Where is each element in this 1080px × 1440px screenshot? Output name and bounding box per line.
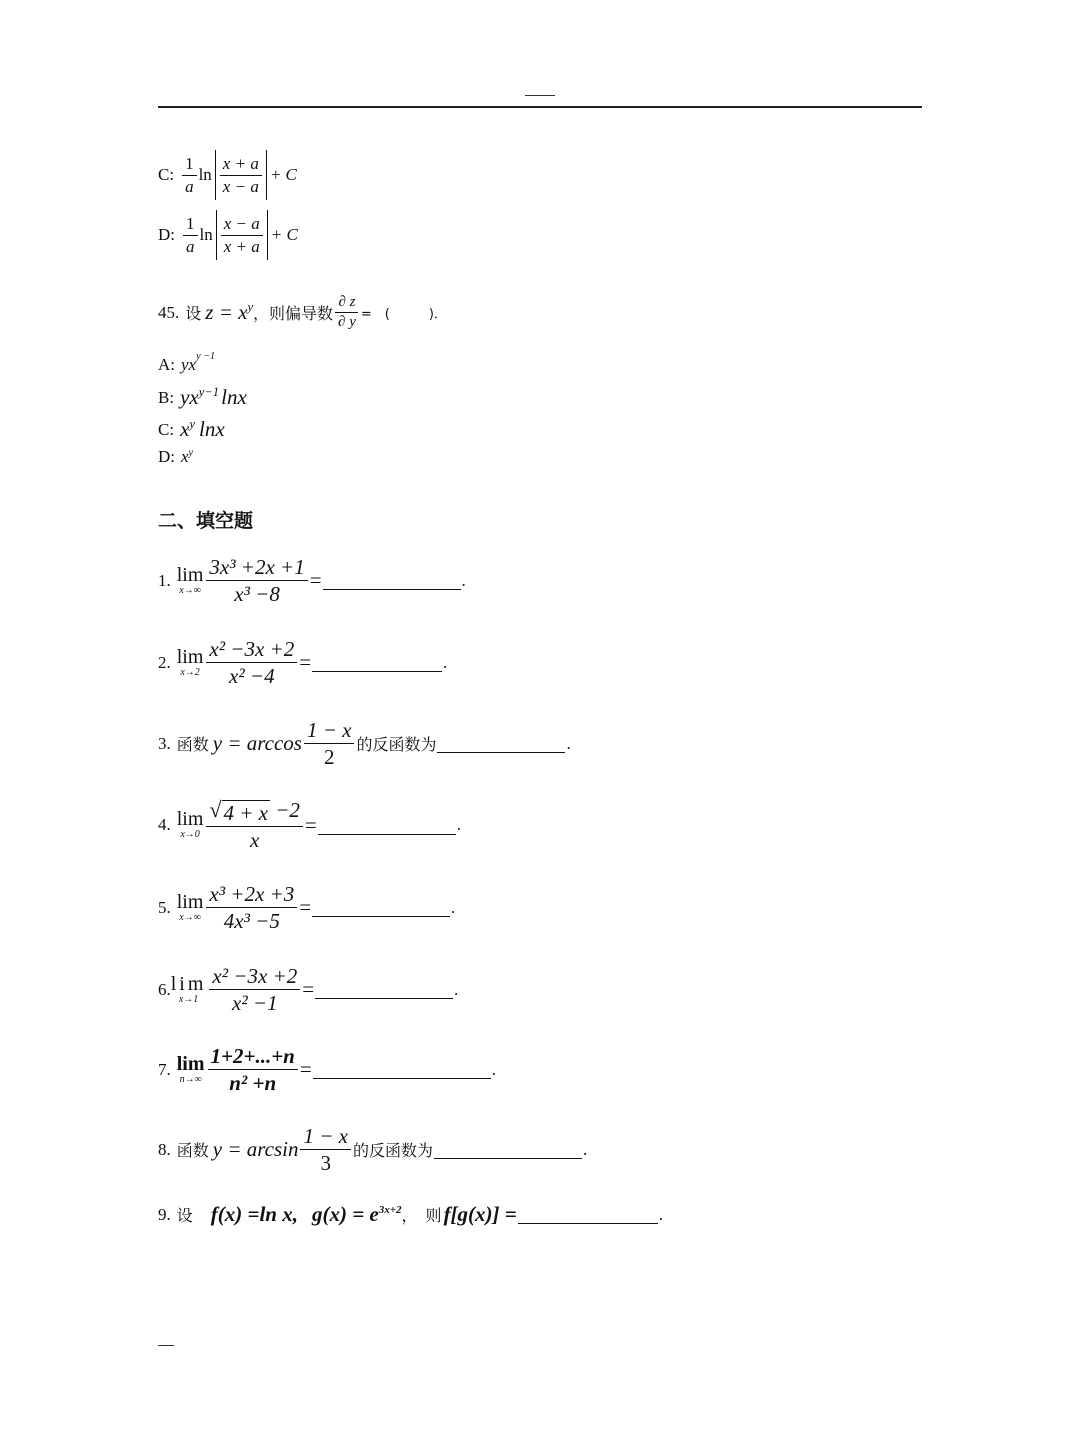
limit: lim x→1 bbox=[170, 972, 207, 1005]
fraction: $\frac{1+2+...+n}{\text{n² +n}}$ bbox=[208, 1044, 298, 1095]
q45-option-b: B: $yx^{y-1}$ lnx bbox=[158, 385, 247, 409]
absolute-value: $\frac{x - a}{x + a}$ bbox=[216, 210, 268, 260]
section-title: 二、填空题 bbox=[158, 510, 254, 532]
q45-option-c: C: $x^y$ lnx bbox=[158, 417, 225, 441]
fraction: $\frac{\text{x² −3x +2}}{\text{x² −1}}$ bbox=[209, 964, 300, 1015]
fraction: $\frac{1}{a}$ bbox=[183, 214, 198, 256]
option-label: C: bbox=[158, 165, 175, 184]
header-mark bbox=[525, 95, 555, 96]
fraction: $\frac{1}{a}$ bbox=[182, 154, 197, 196]
q45-option-d: D: $x^y$ bbox=[158, 447, 194, 466]
question-number: 45. bbox=[158, 302, 180, 322]
fraction: $\frac{1 - x}{3}$ bbox=[300, 1124, 351, 1175]
option-c-prev: C: $\frac{1}{a}$ ln $\frac{x + a}{x - a}$ + C bbox=[158, 150, 297, 200]
limit: lim x→∞ bbox=[176, 563, 204, 596]
answer-blank[interactable] bbox=[434, 1140, 582, 1159]
fill-question-7: 7. lim n→∞ $\frac{1+2+...+n}{\text{n² +n}}$ = . bbox=[158, 1044, 496, 1096]
fraction: $\frac{\text{x² −3x +2}}{\text{x² −4}}$ bbox=[206, 637, 297, 688]
g-expression: $g(x) = e^{3x+2}$ bbox=[311, 1202, 402, 1226]
answer-blank[interactable] bbox=[315, 980, 453, 999]
header-rule bbox=[158, 106, 922, 108]
fraction: √ 4 + x −2 x bbox=[206, 798, 303, 852]
fill-question-4: 4. lim x→0 √ 4 + x −2 x = . bbox=[158, 797, 462, 853]
option-label: D: bbox=[158, 225, 175, 244]
limit: lim x→∞ bbox=[176, 890, 204, 923]
answer-blank[interactable] bbox=[518, 1205, 658, 1224]
fill-question-2: 2. lim x→2 $\frac{\text{x² −3x +2}}{\text{x² −4}}$ = . bbox=[158, 637, 448, 689]
fraction: $\frac{1 - x}{2}$ bbox=[304, 718, 355, 769]
fill-question-1: 1. lim x→∞ $\frac{\text{3x³ +2x +1}}{\text{x³ −8}}$ = . bbox=[158, 555, 466, 607]
fraction: $\frac{\text{3x³ +2x +1}}{\text{x³ −8}}$ bbox=[206, 555, 307, 606]
fill-question-8: 8. 函数 y = arcsin $\frac{1 - x}{3}$ 的反函数为 . bbox=[158, 1124, 588, 1176]
answer-blank[interactable] bbox=[323, 571, 461, 590]
z-expression: $z = x^y$ bbox=[205, 300, 254, 325]
square-root: √ 4 + x bbox=[209, 797, 268, 825]
limit: lim n→∞ bbox=[176, 1052, 205, 1085]
fraction: $\frac{\text{x³ +2x +3}}{\text{4x³ −5}}$ bbox=[206, 882, 297, 933]
answer-blank[interactable] bbox=[437, 734, 565, 753]
footer-mark bbox=[158, 1345, 174, 1346]
limit: lim x→2 bbox=[176, 645, 204, 678]
answer-blank[interactable] bbox=[318, 816, 456, 835]
q45-option-a: A: $yx^{y -1}$ bbox=[158, 351, 216, 374]
fill-question-3: 3. 函数 y = arccos $\frac{1 - x}{2}$ 的反函数为 . bbox=[158, 718, 571, 770]
question-45: 45. 设 $z = x^y$ ，则偏导数 $\frac{\partial z}{\partial y}$ = ( )． bbox=[158, 294, 447, 331]
limit: lim x→0 bbox=[176, 808, 204, 841]
option-d-prev: D: $\frac{1}{a}$ ln $\frac{x - a}{x + a}$ + C bbox=[158, 210, 298, 260]
fill-question-6: 6. lim x→1 $\frac{\text{x² −3x +2}}{\text{x² −1}}$ = . bbox=[158, 964, 459, 1016]
fill-question-5: 5. lim x→∞ $\frac{\text{x³ +2x +3}}{\text{4x³ −5}}$ = . bbox=[158, 882, 456, 934]
partial-derivative: $\frac{\partial z}{\partial y}$ bbox=[335, 294, 359, 332]
answer-blank[interactable] bbox=[312, 653, 442, 672]
fill-question-9: 9. 设 f(x) =ln x, $g(x) = e^{3x+2}$ ， 则 f[g(x)] = . bbox=[158, 1202, 663, 1226]
answer-blank[interactable] bbox=[313, 1060, 491, 1079]
answer-blank[interactable] bbox=[312, 898, 450, 917]
absolute-value: $\frac{x + a}{x - a}$ bbox=[215, 150, 267, 200]
